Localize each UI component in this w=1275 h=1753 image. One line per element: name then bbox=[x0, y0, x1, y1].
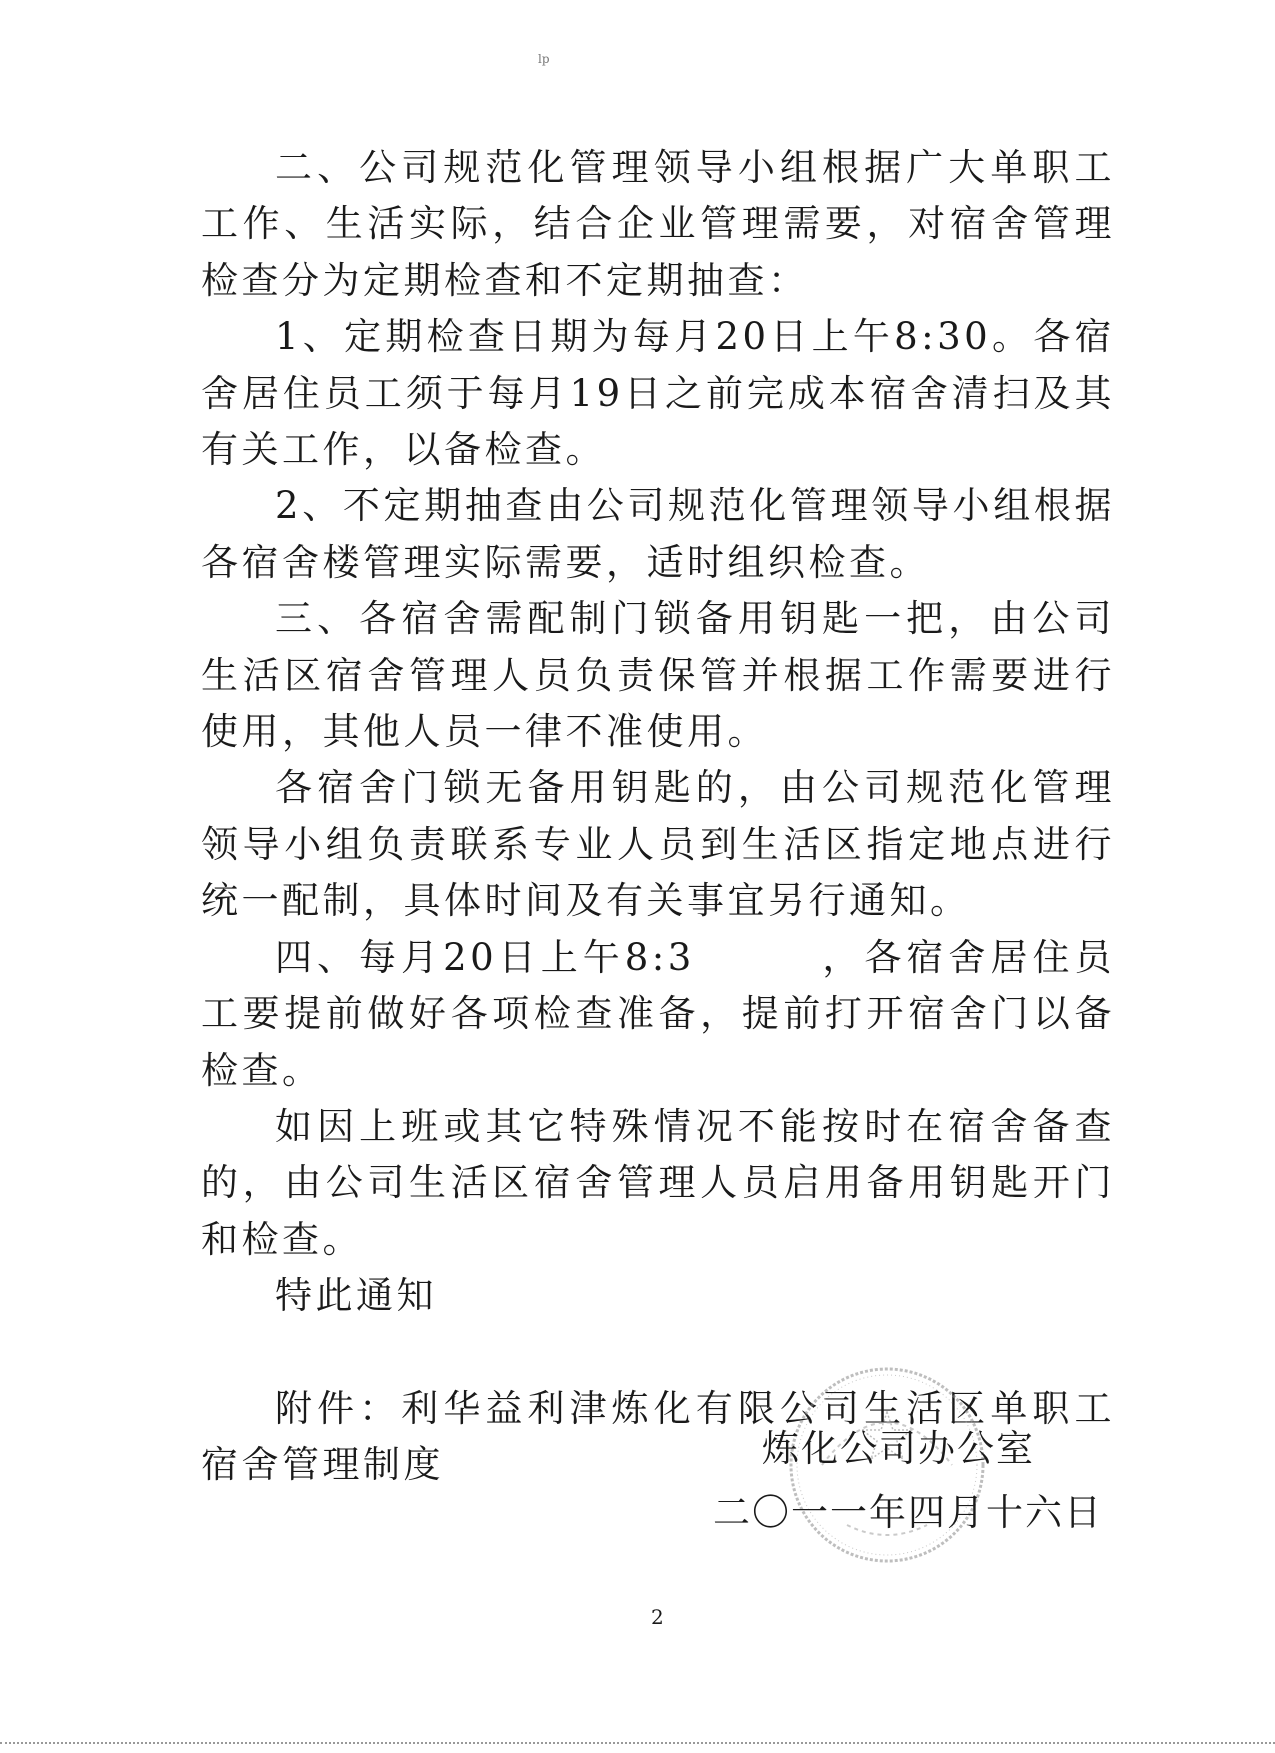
issue-date: 二〇一一年四月十六日 bbox=[713, 1491, 1103, 1534]
scan-edge-rule bbox=[0, 1742, 1275, 1744]
paragraph-4-note: 如因上班或其它特殊情况不能按时在宿舍备查的，由公司生活区宿舍管理人员启用备用钥匙开门和检查。 bbox=[201, 1104, 1115, 1261]
paragraph-3-note: 各宿舍门锁无备用钥匙的，由公司规范化管理领导小组负责联系专业人员到生活区指定地点进行统一配制，具体时间及有关事宜另行通知。 bbox=[201, 766, 1115, 923]
paragraph-4: 四、每月20日上午8:3 ，各宿舍居住员工要提前做好各项检查准备，提前打开宿舍门以备检查。 bbox=[201, 935, 1115, 1092]
paragraph-2: 二、公司规范化管理领导小组根据广大单职工工作、生活实际，结合企业管理需要，对宿舍管理检查分为定期检查和不定期抽查： bbox=[201, 146, 1115, 302]
issuing-organization: 炼化公司办公室 bbox=[762, 1427, 1035, 1470]
closing-notice: 特此通知 bbox=[275, 1274, 437, 1318]
scan-mark: lp bbox=[538, 52, 550, 66]
paragraph-2-1: 1、定期检查日期为每月20日上午8:30。各宿舍居住员工须于每月19日之前完成本宿舍清扫及其有关工作，以备检查。 bbox=[201, 315, 1115, 472]
page-number: 2 bbox=[651, 1605, 664, 1629]
body-text bbox=[201, 140, 1115, 1493]
paragraph-3: 三、各宿舍需配制门锁备用钥匙一把，由公司生活区宿舍管理人员负责保管并根据工作需要进行使用，其他人员一律不准使用。 bbox=[201, 597, 1115, 754]
paragraph-2-2: 2、不定期抽查由公司规范化管理领导小组根据各宿舍楼管理实际需要，适时组织检查。 bbox=[201, 484, 1115, 584]
attachment-line: 附件：利华益利津炼化有限公司生活区单职工宿舍管理制度 bbox=[201, 1386, 1115, 1486]
